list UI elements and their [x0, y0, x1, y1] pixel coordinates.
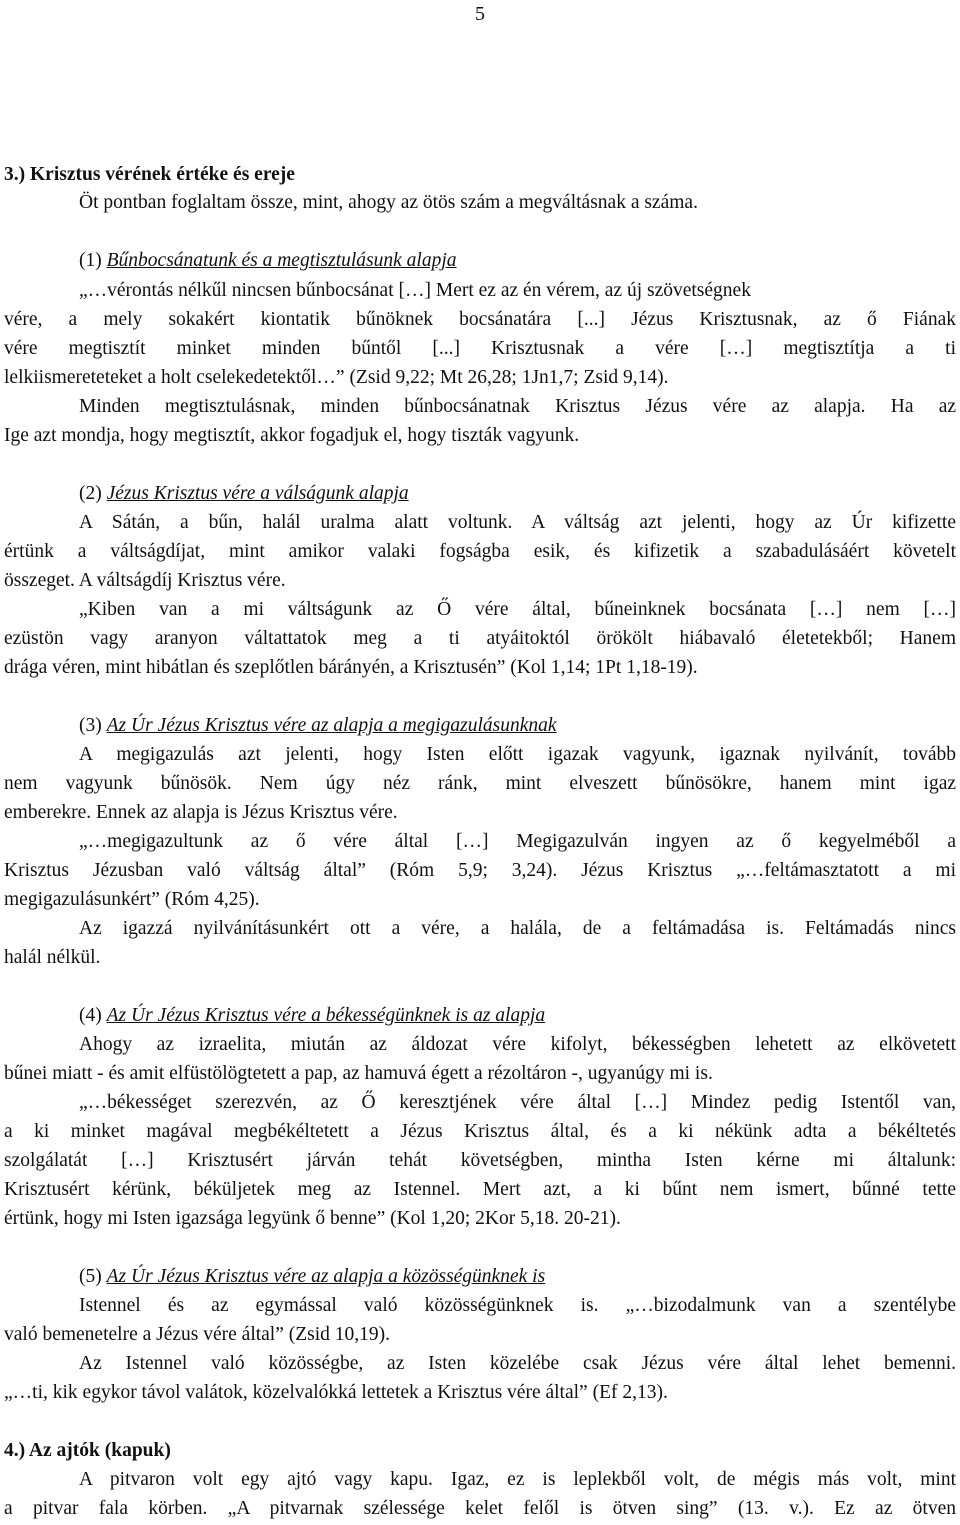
- point-number: (4): [79, 1005, 102, 1026]
- point-number: (5): [79, 1266, 102, 1287]
- paragraph-line: értünk, hogy mi Isten igazsága legyünk ő benne” (Kol 1,20; 2Kor 5,18. 20-21).: [4, 1208, 621, 1229]
- point-title: Az Úr Jézus Krisztus vére a békességünknek is az alapja: [106, 1005, 546, 1026]
- paragraph-line: Az igazzá nyilvánításunkért ott a vére, a halála, de a feltámadása is. Feltámadás nincs: [79, 918, 956, 939]
- point-title: Bűnbocsánatunk és a megtisztulásunk alapja: [106, 250, 457, 271]
- section-heading: 4.) Az ajtók (kapuk): [4, 1440, 171, 1461]
- paragraph-line: A pitvaron volt egy ajtó vagy kapu. Igaz, ez is leplekből volt, de mégis más volt, mint: [79, 1469, 956, 1490]
- paragraph-line: Istennel és az egymással való közösségünknek is. „…bizodalmunk van a szentélybe: [79, 1295, 956, 1316]
- point-title: Az Úr Jézus Krisztus vére az alapja a megigazulásunknak: [106, 715, 557, 736]
- point-1-heading: [79, 246, 457, 275]
- paragraph-line: „Kiben van a mi váltságunk az Ő vére által, bűneinknek bocsánata […] nem […]: [79, 599, 956, 620]
- paragraph-line: A megigazulás azt jelenti, hogy Isten előtt igazak vagyunk, igaznak nyilvánít, tovább: [79, 744, 956, 765]
- point-3-heading: [79, 711, 557, 740]
- paragraph-line: való bemenetelre a Jézus vére által” (Zsid 10,19).: [4, 1324, 391, 1345]
- paragraph-line: bűnei miatt - és amit elfüstölögtetett a pap, az hamuvá égett a rézoltáron -, ugyanúgy mi is.: [4, 1063, 713, 1084]
- paragraph-line: a pitvar fala körben. „A pitvarnak szélessége kelet felől is ötven sing” (13. v.). Ez az ötven: [4, 1498, 956, 1519]
- point-title: Az Úr Jézus Krisztus vére az alapja a közösségünknek is: [106, 1266, 546, 1287]
- paragraph-line: Ahogy az izraelita, miután az áldozat vére kifolyt, békességben lehetett az elkövetett: [79, 1034, 956, 1055]
- point-number: (2): [79, 483, 102, 504]
- section-intro: Öt pontban foglaltam össze, mint, ahogy az ötös szám a megváltásnak a száma.: [79, 192, 698, 213]
- paragraph-line: a ki minket magával megbékéltetett a Jézus Krisztus által, és a ki nékünk adta a békéltetés: [4, 1121, 956, 1142]
- section-heading: 3.) Krisztus vérének értéke és ereje: [4, 164, 295, 185]
- paragraph-line: Az Istennel való közösségbe, az Isten közelébe csak Jézus vére által lehet bemenni.: [79, 1353, 956, 1374]
- paragraph-line: szolgálatát […] Krisztusért járván tehát követségben, mintha Isten kérne mi általunk:: [4, 1150, 956, 1171]
- paragraph-line: drága véren, mint hibátlan és szeplőtlen bárányén, a Krisztusén” (Kol 1,14; 1Pt 1,18-19).: [4, 657, 698, 678]
- paragraph-line: összeget. A váltságdíj Krisztus vére.: [4, 570, 286, 591]
- paragraph-line: vére, a mely sokakért kiontatik bűnöknek bocsánatára [...] Jézus Krisztusnak, az ő Fiának: [4, 309, 956, 330]
- paragraph-line: Ige azt mondja, hogy megtisztít, akkor fogadjuk el, hogy tiszták vagyunk.: [4, 425, 580, 446]
- paragraph-line: nem vagyunk bűnösök. Nem úgy néz ránk, mint elveszett bűnösökre, hanem mint igaz: [4, 773, 956, 794]
- paragraph-line: „…békességet szerezvén, az Ő keresztjének vére által […] Mindez pedig Istentől van,: [79, 1092, 956, 1113]
- paragraph-line: Krisztusért kérünk, béküljetek meg az Istennel. Mert azt, a ki bűnt nem ismert, bűnné tette: [4, 1179, 956, 1200]
- paragraph-line: „…ti, kik egykor távol valátok, közelvalókká lettetek a Krisztus vére által” (Ef 2,13).: [4, 1382, 668, 1403]
- paragraph-line: Minden megtisztulásnak, minden bűnbocsánatnak Krisztus Jézus vére az alapja. Ha az: [79, 396, 956, 417]
- point-number: (1): [79, 250, 102, 271]
- point-number: (3): [79, 715, 102, 736]
- paragraph-line: ezüstön vagy aranyon váltattatok meg a ti atyáitoktól örökölt hiábavaló életetekből; Hanem: [4, 628, 956, 649]
- point-5-heading: [79, 1262, 545, 1291]
- paragraph-line: emberekre. Ennek az alapja is Jézus Krisztus vére.: [4, 802, 398, 823]
- point-4-heading: [79, 1001, 545, 1030]
- paragraph-line: vére megtisztít minket minden bűntől [...] Krisztusnak a vére […] megtisztítja a ti: [4, 338, 956, 359]
- paragraph-line: A Sátán, a bűn, halál uralma alatt voltunk. A váltság azt jelenti, hogy az Úr kifizette: [79, 512, 956, 533]
- point-2-heading: [79, 479, 409, 508]
- paragraph-line: Krisztus Jézusban való váltság által” (Róm 5,9; 3,24). Jézus Krisztus „…feltámasztatott a mi: [4, 860, 956, 881]
- page-number: 5: [475, 3, 485, 25]
- paragraph-line: megigazulásunkért” (Róm 4,25).: [4, 889, 260, 910]
- paragraph-line: „…megigazultunk az ő vére által […] Megigazulván ingyen az ő kegyelméből a: [79, 831, 956, 852]
- paragraph-line: lelkiismereteteket a holt cselekedetektől…” (Zsid 9,22; Mt 26,28; 1Jn1,7; Zsid 9,14).: [4, 367, 669, 388]
- paragraph-line: értünk a váltságdíjat, mint amikor valaki fogságba esik, és kifizetik a szabadulásáért követelt: [4, 541, 956, 562]
- point-title: Jézus Krisztus vére a válságunk alapja: [106, 483, 409, 504]
- paragraph-line: „…vérontás nélkűl nincsen bűnbocsánat […] Mert ez az én vérem, az új szövetségnek: [79, 280, 751, 301]
- paragraph-line: halál nélkül.: [4, 947, 101, 968]
